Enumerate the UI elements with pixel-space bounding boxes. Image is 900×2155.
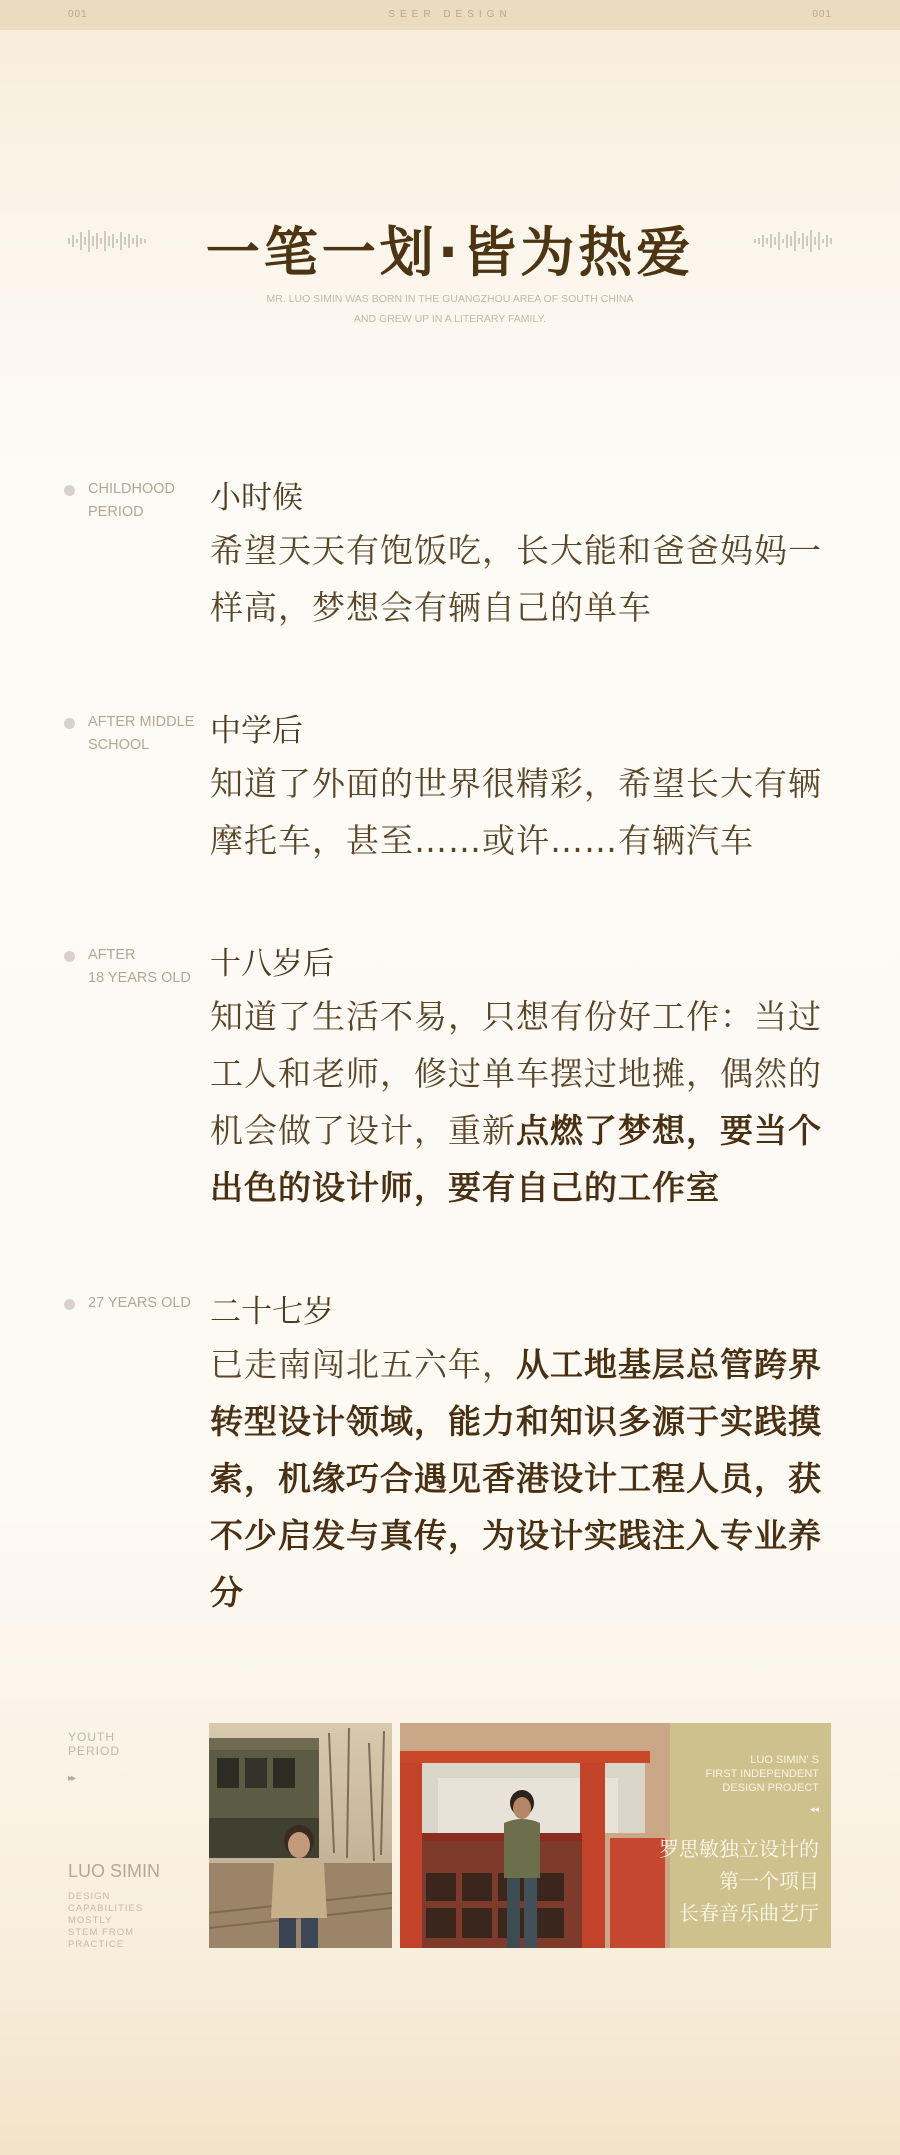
desc-line: PRACTICE (68, 1939, 125, 1950)
section-heading: 中学后 (210, 713, 303, 749)
section-body (210, 988, 850, 1216)
brand-name: SEER DESIGN (388, 9, 512, 20)
designer-name: LUO SIMIN (68, 1861, 161, 1881)
forward-arrows-icon: ▸▸ (68, 1773, 75, 1784)
section-label (88, 944, 198, 990)
designer-description (68, 1891, 143, 1951)
youth-photo-tram (209, 1723, 392, 1948)
youth-label-line: PERIOD (68, 1744, 121, 1758)
desc-line: CAPABILITIES (68, 1903, 144, 1914)
page-number-right: 001 (812, 9, 832, 20)
section-label (88, 478, 198, 524)
page-subtitle (200, 289, 700, 329)
timeline-dot (64, 485, 75, 496)
project-photo-music-hall (400, 1723, 831, 1948)
top-bar (0, 0, 900, 30)
section-label-line: 27 YEARS OLD (88, 1295, 191, 1311)
body-text-bold: 从工地基层总管跨界转型设计领域，能力和知识多源于实践摸索，机缘巧合遇见香港设计工程人员，获不少启发与真传，为设计实践注入专业养分 (210, 1345, 822, 1612)
desc-line: STEM FROM (68, 1927, 134, 1938)
caption-en-line: DESIGN PROJECT (722, 1782, 819, 1794)
body-text: 知道了生活不易，只想有份好工作：当过工人和老师，修过单车摆过地摊，偶然的机会做了设计，重新 (210, 997, 822, 1150)
project-caption-en (706, 1753, 819, 1795)
youth-label-line: YOUTH (68, 1730, 115, 1744)
subtitle-line: AND GREW UP IN A LITERARY FAMILY. (353, 313, 547, 325)
caption-cn-line: 罗思敏独立设计的 (659, 1837, 819, 1861)
section-label (88, 711, 198, 757)
back-arrows-icon: ◂◂ (809, 1805, 819, 1815)
project-caption-cn (659, 1833, 819, 1929)
section-label-line: AFTER (88, 947, 136, 963)
section-heading: 十八岁后 (210, 946, 334, 982)
section-label-line: PERIOD (88, 504, 144, 520)
section-label-line: AFTER MIDDLE (88, 714, 195, 730)
body-text: 希望天天有饱饭吃，长大能和爸爸妈妈一样高，梦想会有辆自己的单车 (210, 531, 822, 627)
caption-cn-line: 第一个项目 (719, 1869, 819, 1893)
section-body (210, 522, 850, 636)
section-label-line: SCHOOL (88, 737, 150, 753)
page-title: 一笔一划·皆为热爱 (205, 221, 695, 284)
section-heading: 小时候 (210, 480, 303, 516)
caption-cn-line: 长春音乐曲艺厅 (679, 1901, 819, 1925)
section-heading: 二十七岁 (210, 1294, 334, 1330)
caption-en-line: LUO SIMIN' S (750, 1754, 819, 1766)
section-body (210, 1336, 850, 1621)
youth-period-label (68, 1730, 120, 1758)
section-label-line: 18 YEARS OLD (88, 970, 191, 986)
desc-line: MOSTLY (68, 1915, 113, 1926)
timeline-dot (64, 1299, 75, 1310)
tram-photo-image (209, 1723, 392, 1948)
section-label-line: CHILDHOOD (88, 481, 176, 497)
caption-en-line: FIRST INDEPENDENT (705, 1768, 819, 1780)
subtitle-line: MR. LUO SIMIN WAS BORN IN THE GUANGZHOU AREA OF SOUTH CHINA (266, 293, 634, 305)
desc-line: DESIGN (68, 1891, 111, 1902)
body-text: 知道了外面的世界很精彩，希望长大有辆摩托车，甚至……或许……有辆汽车 (210, 764, 822, 860)
section-label (88, 1292, 198, 1315)
timeline-dot (64, 718, 75, 729)
body-text: 已走南闯北五六年， (210, 1345, 516, 1384)
section-body (210, 755, 850, 869)
page-number-left: 001 (68, 9, 88, 20)
timeline-dot (64, 951, 75, 962)
body-text-bold: 点燃了梦想，要当个出色的设计师，要有自己的工作室 (210, 1111, 822, 1207)
